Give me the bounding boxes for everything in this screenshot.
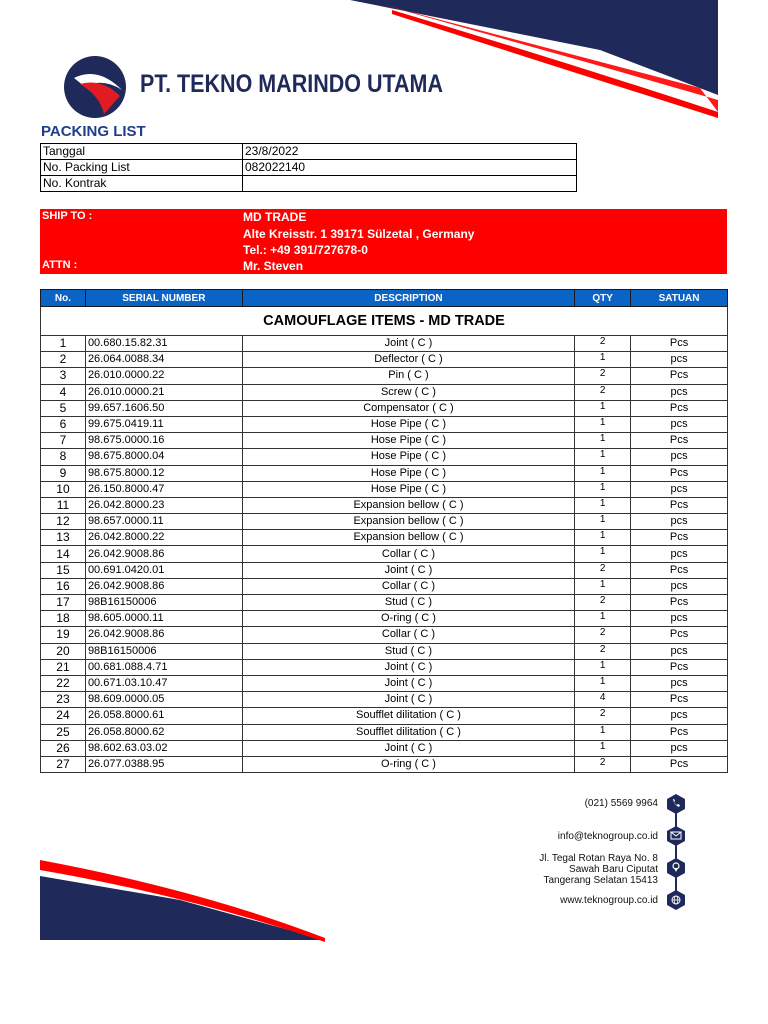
cell-no: 14 (41, 546, 86, 562)
cell-qty: 1 (575, 416, 631, 432)
cell-serial: 26.042.9008.86 (85, 627, 242, 643)
table-row (41, 368, 728, 384)
table-row (41, 708, 728, 724)
table-row (41, 627, 728, 643)
cell-unit: pcs (631, 416, 728, 432)
table-row (41, 433, 728, 449)
phone-icon (667, 794, 685, 814)
info-value (243, 176, 577, 192)
cell-qty: 1 (575, 481, 631, 497)
header-unit: SATUAN (631, 290, 728, 307)
cell-no: 18 (41, 611, 86, 627)
table-row (41, 675, 728, 691)
cell-unit: Pcs (631, 595, 728, 611)
attn-value: Mr. Steven (243, 259, 304, 273)
cell-unit: Pcs (631, 692, 728, 708)
company-name: PT. TEKNO MARINDO UTAMA (140, 70, 443, 98)
cell-description: Deflector ( C ) (242, 352, 574, 368)
cell-no: 13 (41, 530, 86, 546)
cell-qty: 1 (575, 400, 631, 416)
cell-serial: 98.657.0000.11 (85, 514, 242, 530)
cell-qty: 1 (575, 611, 631, 627)
cell-no: 21 (41, 659, 86, 675)
cell-qty: 1 (575, 449, 631, 465)
document-title: PACKING LIST (41, 123, 146, 140)
info-label: Tanggal (41, 144, 243, 160)
cell-no: 24 (41, 708, 86, 724)
cell-description: Stud ( C ) (242, 643, 574, 659)
table-row (41, 449, 728, 465)
cell-no: 23 (41, 692, 86, 708)
cell-qty: 2 (575, 368, 631, 384)
table-row (41, 578, 728, 594)
cell-serial: 98.609.0000.05 (85, 692, 242, 708)
cell-unit: Pcs (631, 627, 728, 643)
cell-description: Joint ( C ) (242, 336, 574, 352)
company-logo (64, 56, 126, 118)
cell-serial: 26.064.0088.34 (85, 352, 242, 368)
cell-unit: pcs (631, 384, 728, 400)
ship-address: Alte Kreisstr. 1 39171 Sülzetal , Germany (243, 227, 475, 241)
contact-email: info@teknogroup.co.id (557, 831, 658, 842)
table-row (41, 497, 728, 513)
cell-no: 12 (41, 514, 86, 530)
info-row (41, 176, 577, 192)
cell-no: 17 (41, 595, 86, 611)
cell-qty: 4 (575, 692, 631, 708)
cell-no: 2 (41, 352, 86, 368)
cell-unit: Pcs (631, 659, 728, 675)
cell-unit: Pcs (631, 465, 728, 481)
cell-no: 20 (41, 643, 86, 659)
cell-no: 1 (41, 336, 86, 352)
contact-icon-bar (666, 786, 686, 926)
cell-qty: 1 (575, 465, 631, 481)
cell-serial: 00.681.088.4.71 (85, 659, 242, 675)
cell-unit: Pcs (631, 497, 728, 513)
cell-no: 19 (41, 627, 86, 643)
cell-serial: 26.010.0000.22 (85, 368, 242, 384)
cell-no: 26 (41, 740, 86, 756)
table-header-row (41, 290, 728, 307)
cell-serial: 26.058.8000.61 (85, 708, 242, 724)
cell-no: 11 (41, 497, 86, 513)
cell-unit: Pcs (631, 724, 728, 740)
cell-serial: 26.077.0388.95 (85, 756, 242, 772)
cell-description: Hose Pipe ( C ) (242, 449, 574, 465)
cell-serial: 26.010.0000.21 (85, 384, 242, 400)
cell-qty: 2 (575, 562, 631, 578)
cell-description: Soufflet dilitation ( C ) (242, 724, 574, 740)
cell-unit: pcs (631, 611, 728, 627)
cell-qty: 1 (575, 659, 631, 675)
cell-unit: Pcs (631, 562, 728, 578)
cell-no: 5 (41, 400, 86, 416)
cell-description: Compensator ( C ) (242, 400, 574, 416)
ship-name: MD TRADE (243, 210, 307, 224)
cell-unit: Pcs (631, 756, 728, 772)
globe-icon (667, 890, 685, 910)
table-row (41, 352, 728, 368)
cell-qty: 1 (575, 546, 631, 562)
cell-unit: Pcs (631, 368, 728, 384)
section-row (41, 307, 728, 336)
cell-description: Expansion bellow ( C ) (242, 497, 574, 513)
cell-qty: 1 (575, 724, 631, 740)
cell-unit: pcs (631, 352, 728, 368)
info-table (40, 143, 577, 192)
table-row (41, 514, 728, 530)
cell-qty: 2 (575, 595, 631, 611)
info-row (41, 160, 577, 176)
cell-serial: 98.602.63.03.02 (85, 740, 242, 756)
cell-qty: 2 (575, 336, 631, 352)
cell-description: Pin ( C ) (242, 368, 574, 384)
cell-unit: Pcs (631, 400, 728, 416)
cell-description: O-ring ( C ) (242, 611, 574, 627)
location-icon (667, 858, 685, 878)
cell-no: 7 (41, 433, 86, 449)
cell-qty: 1 (575, 497, 631, 513)
cell-no: 10 (41, 481, 86, 497)
cell-unit: pcs (631, 675, 728, 691)
table-row (41, 659, 728, 675)
cell-serial: 00.680.15.82.31 (85, 336, 242, 352)
info-label: No. Kontrak (41, 176, 243, 192)
cell-no: 9 (41, 465, 86, 481)
table-row (41, 643, 728, 659)
cell-description: Hose Pipe ( C ) (242, 465, 574, 481)
cell-description: Hose Pipe ( C ) (242, 433, 574, 449)
cell-description: Expansion bellow ( C ) (242, 514, 574, 530)
cell-description: Joint ( C ) (242, 659, 574, 675)
cell-unit: pcs (631, 481, 728, 497)
header-serial: SERIAL NUMBER (85, 290, 242, 307)
cell-serial: 26.042.8000.22 (85, 530, 242, 546)
cell-unit: pcs (631, 514, 728, 530)
info-value: 082022140 (243, 160, 577, 176)
cell-no: 27 (41, 756, 86, 772)
info-label: No. Packing List (41, 160, 243, 176)
table-row (41, 465, 728, 481)
table-row (41, 481, 728, 497)
section-title: CAMOUFLAGE ITEMS - MD TRADE (41, 307, 728, 336)
contact-website: www.teknogroup.co.id (560, 895, 658, 906)
cell-description: O-ring ( C ) (242, 756, 574, 772)
contact-address-1: Jl. Tegal Rotan Raya No. 8 (539, 853, 658, 864)
cell-description: Soufflet dilitation ( C ) (242, 708, 574, 724)
table-row (41, 546, 728, 562)
cell-description: Joint ( C ) (242, 562, 574, 578)
ship-to-label: SHIP TO : (42, 210, 93, 222)
contact-address-3: Tangerang Selatan 15413 (543, 875, 658, 886)
cell-serial: 00.671.03.10.47 (85, 675, 242, 691)
header-description: DESCRIPTION (242, 290, 574, 307)
ship-phone: Tel.: +49 391/727678-0 (243, 243, 368, 257)
cell-description: Screw ( C ) (242, 384, 574, 400)
ship-to-block (40, 209, 727, 274)
cell-description: Joint ( C ) (242, 675, 574, 691)
table-row (41, 595, 728, 611)
attn-label: ATTN : (42, 259, 78, 271)
cell-serial: 98.675.0000.16 (85, 433, 242, 449)
cell-qty: 2 (575, 643, 631, 659)
table-row (41, 336, 728, 352)
cell-unit: Pcs (631, 336, 728, 352)
cell-qty: 1 (575, 740, 631, 756)
cell-serial: 98B16150006 (85, 643, 242, 659)
cell-qty: 1 (575, 675, 631, 691)
table-row (41, 416, 728, 432)
cell-qty: 2 (575, 627, 631, 643)
table-row (41, 400, 728, 416)
cell-description: Hose Pipe ( C ) (242, 481, 574, 497)
header-no: No. (41, 290, 86, 307)
cell-description: Collar ( C ) (242, 627, 574, 643)
cell-description: Hose Pipe ( C ) (242, 416, 574, 432)
cell-qty: 1 (575, 352, 631, 368)
cell-no: 25 (41, 724, 86, 740)
cell-serial: 26.150.8000.47 (85, 481, 242, 497)
cell-no: 8 (41, 449, 86, 465)
table-row (41, 562, 728, 578)
cell-unit: Pcs (631, 433, 728, 449)
cell-unit: Pcs (631, 530, 728, 546)
cell-serial: 00.691.0420.01 (85, 562, 242, 578)
footer-decoration (0, 850, 340, 950)
table-row (41, 692, 728, 708)
table-row (41, 530, 728, 546)
cell-description: Joint ( C ) (242, 740, 574, 756)
cell-serial: 26.042.8000.23 (85, 497, 242, 513)
table-row (41, 611, 728, 627)
cell-qty: 2 (575, 708, 631, 724)
cell-no: 6 (41, 416, 86, 432)
cell-unit: pcs (631, 708, 728, 724)
cell-description: Collar ( C ) (242, 546, 574, 562)
cell-no: 15 (41, 562, 86, 578)
cell-serial: 99.675.0419.11 (85, 416, 242, 432)
cell-unit: pcs (631, 578, 728, 594)
cell-qty: 2 (575, 756, 631, 772)
cell-qty: 1 (575, 433, 631, 449)
table-row (41, 756, 728, 772)
table-row (41, 724, 728, 740)
table-row (41, 740, 728, 756)
cell-unit: pcs (631, 740, 728, 756)
cell-no: 22 (41, 675, 86, 691)
cell-qty: 1 (575, 530, 631, 546)
cell-qty: 1 (575, 514, 631, 530)
items-table (40, 289, 728, 773)
info-value: 23/8/2022 (243, 144, 577, 160)
cell-unit: pcs (631, 449, 728, 465)
cell-description: Joint ( C ) (242, 692, 574, 708)
info-row (41, 144, 577, 160)
cell-qty: 1 (575, 578, 631, 594)
cell-description: Stud ( C ) (242, 595, 574, 611)
cell-qty: 2 (575, 384, 631, 400)
cell-unit: pcs (631, 643, 728, 659)
cell-description: Collar ( C ) (242, 578, 574, 594)
table-row (41, 384, 728, 400)
header-qty: QTY (575, 290, 631, 307)
cell-no: 4 (41, 384, 86, 400)
cell-serial: 26.042.9008.86 (85, 578, 242, 594)
cell-serial: 98.675.8000.04 (85, 449, 242, 465)
contact-phone: (021) 5569 9964 (584, 798, 658, 809)
cell-serial: 98.605.0000.11 (85, 611, 242, 627)
cell-serial: 26.042.9008.86 (85, 546, 242, 562)
cell-serial: 99.657.1606.50 (85, 400, 242, 416)
cell-no: 16 (41, 578, 86, 594)
cell-unit: pcs (631, 546, 728, 562)
cell-no: 3 (41, 368, 86, 384)
cell-serial: 98.675.8000.12 (85, 465, 242, 481)
contact-address-2: Sawah Baru Ciputat (569, 864, 658, 875)
cell-serial: 98B16150006 (85, 595, 242, 611)
cell-description: Expansion bellow ( C ) (242, 530, 574, 546)
cell-serial: 26.058.8000.62 (85, 724, 242, 740)
mail-icon (667, 826, 685, 846)
